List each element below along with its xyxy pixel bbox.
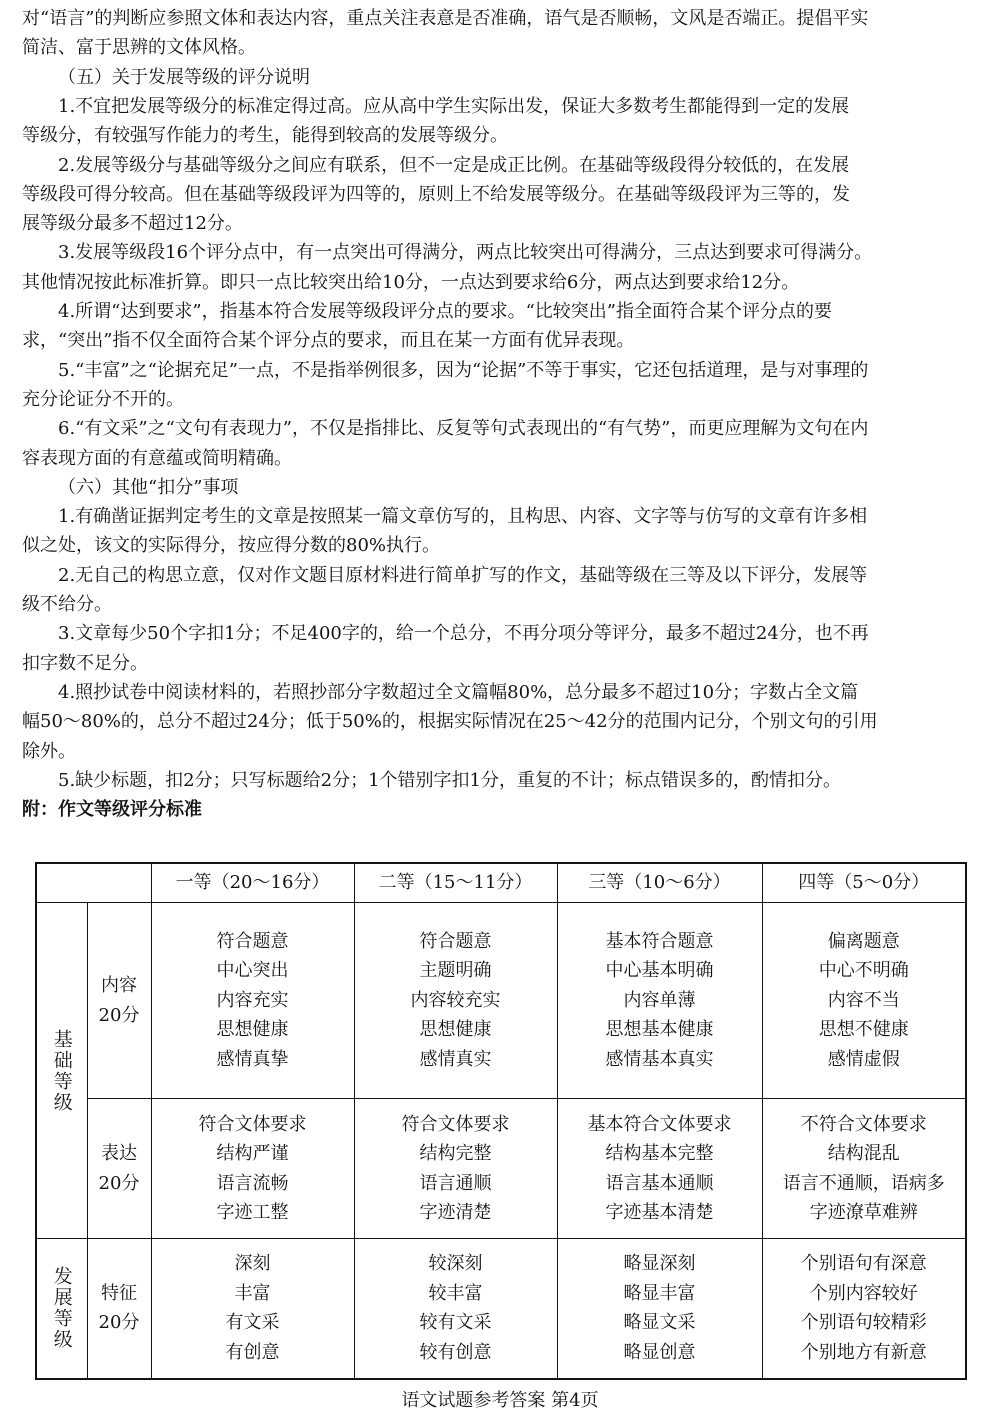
- criterion-text: 丰富: [234, 1282, 271, 1304]
- content-grade-1: [151, 903, 354, 1099]
- text-line: 5.缺少标题，扣2分；只写标题给2分；1个错别字扣1分，重复的不计；标点错误多的，酌情扣分。: [58, 769, 841, 791]
- criterion-text: 字迹清楚: [419, 1202, 492, 1223]
- feature-grade-3: [557, 1239, 762, 1379]
- criterion-text: 基本符合文体要求: [587, 1113, 732, 1135]
- criterion-text: 内容不当: [827, 989, 900, 1011]
- criterion-text: 较有文采: [419, 1312, 492, 1334]
- criterion-text: 字迹工整: [216, 1202, 289, 1223]
- content-grade-4: [762, 903, 966, 1099]
- group-dev-label: 发展等级: [36, 1239, 87, 1379]
- table-header-row: [36, 863, 966, 903]
- criterion-text: 结构混乱: [827, 1143, 900, 1164]
- criterion-text: 不符合文体要求: [800, 1113, 927, 1135]
- row-label-expression: 表达 20分: [87, 1099, 151, 1239]
- text-line: 幅50～80%的，总分不超过24分；低于50%的，根据实际情况在25～42分的范围内记分，个别文句的引用: [22, 711, 878, 733]
- feature-grade-4: [762, 1239, 966, 1379]
- group-basic-label: 基础等级: [36, 903, 87, 1239]
- header-grade-4: 四等（5～0分）: [762, 863, 966, 903]
- criterion-text: 个别内容较好: [809, 1282, 918, 1304]
- criterion-text: 偏离题意: [827, 930, 900, 952]
- text-line: 级不给分。: [22, 594, 112, 615]
- criterion-text: 结构完整: [419, 1143, 492, 1164]
- text-line: 6.“有文采”之“文句有表现力”，不仅是指排比、反复等句式表现出的“有气势”，而更应理解为文句在内: [58, 418, 869, 440]
- criterion-text: 感情真实: [419, 1048, 492, 1070]
- row-label-content: 内容 20分: [87, 903, 151, 1099]
- feature-grade-1: [151, 1239, 354, 1379]
- criterion-text: 思想基本健康: [605, 1019, 714, 1041]
- header-grade-1: 一等（20～16分）: [151, 863, 354, 903]
- text-line: 4.所谓“达到要求”，指基本符合发展等级段评分点的要求。“比较突出”指全面符合某个评分点的要: [58, 301, 832, 322]
- criterion-text: 结构基本完整: [605, 1143, 714, 1164]
- text-line: 容表现方面的有意蕴或简明精确。: [22, 447, 292, 469]
- criterion-text: 较丰富: [428, 1282, 483, 1304]
- appendix-title: 附：作文等级评分标准: [22, 799, 202, 821]
- page-footer: 语文试题参考答案 第4页: [401, 1390, 599, 1411]
- header-grade-2: 二等（15～11分）: [354, 863, 557, 903]
- criterion-text: 中心不明确: [818, 960, 909, 982]
- text-line: 3.文章每少50个字扣1分；不足400字的，给一个总分，不再分项分等评分，最多不超过24分，也不再: [58, 623, 869, 645]
- criterion-text: 思想不健康: [818, 1019, 909, 1041]
- criterion-text: 符合文体要求: [198, 1113, 307, 1135]
- criterion-text: 主题明确: [419, 960, 492, 982]
- criterion-text: 语言不通顺，语病多: [782, 1172, 945, 1194]
- criterion-text: 语言基本通顺: [605, 1172, 714, 1194]
- criterion-text: 符合题意: [216, 930, 289, 952]
- criterion-text: 个别地方有新意: [800, 1341, 927, 1363]
- criterion-text: 内容单薄: [623, 989, 696, 1011]
- text-line: 简洁、富于思辨的文体风格。: [22, 37, 256, 59]
- criterion-text: 思想健康: [419, 1019, 492, 1041]
- text-line: 充分论证分不开的。: [22, 388, 184, 410]
- criterion-text: 中心基本明确: [605, 960, 714, 982]
- criterion-text: 个别语句较精彩: [800, 1312, 927, 1334]
- criterion-text: 内容较充实: [410, 989, 501, 1011]
- text-line: 除外。: [22, 740, 76, 762]
- text-line: 求，“突出”指不仅全面符合某个评分点的要求，而且在某一方面有优异表现。: [22, 330, 635, 352]
- grading-table: [35, 862, 967, 1380]
- expression-grade-4: [762, 1099, 966, 1239]
- table-row-expression: [36, 1099, 966, 1239]
- criterion-text: 个别语句有深意: [800, 1253, 927, 1275]
- criterion-text: 略显创意: [623, 1341, 696, 1363]
- criterion-text: 较有创意: [419, 1341, 492, 1363]
- text-line: 扣字数不足分。: [22, 652, 148, 674]
- criterion-text: 字迹基本清楚: [605, 1202, 714, 1223]
- criterion-text: 略显深刻: [623, 1253, 696, 1275]
- text-line: 1.不宜把发展等级分的标准定得过高。应从高中学生实际出发，保证大多数考生都能得到一定的发展: [58, 95, 850, 117]
- content-grade-3: [557, 903, 762, 1099]
- text-line: 其他情况按此标准折算。即只一点比较突出给10分，一点达到要求给6分，两点达到要求给12分。: [22, 271, 800, 293]
- criterion-text: 深刻: [234, 1253, 271, 1275]
- criterion-text: 有创意: [225, 1341, 280, 1363]
- expression-grade-2: [354, 1099, 557, 1239]
- criterion-text: 感情真挚: [216, 1048, 289, 1070]
- criterion-text: 内容充实: [216, 989, 289, 1011]
- criterion-text: 思想健康: [216, 1019, 289, 1041]
- criterion-text: 语言流畅: [216, 1172, 289, 1194]
- text-line: 等级分，有较强写作能力的考生，能得到较高的发展等级分。: [22, 125, 508, 147]
- text-line: 1.有确凿证据判定考生的文章是按照某一篇文章仿写的，且构思、内容、文字等与仿写的文章有许多相: [58, 506, 868, 528]
- content-grade-2: [354, 903, 557, 1099]
- criterion-text: 符合文体要求: [401, 1113, 510, 1135]
- text-line: 2.发展等级分与基础等级分之间应有联系，但不一定是成正比例。在基础等级段得分较低的，在发展: [58, 154, 850, 176]
- expression-grade-3: [557, 1099, 762, 1239]
- text-line: （六）其他“扣分”事项: [58, 476, 239, 498]
- table-corner-cell: [36, 863, 151, 903]
- criterion-text: 基本符合题意: [605, 930, 714, 952]
- criterion-text: 符合题意: [419, 930, 492, 952]
- criterion-text: 语言通顺: [419, 1172, 492, 1194]
- text-line: 展等级分最多不超过12分。: [22, 213, 243, 235]
- criterion-text: 感情虚假: [827, 1048, 900, 1070]
- text-line: （五）关于发展等级的评分说明: [58, 66, 310, 88]
- criterion-text: 略显文采: [623, 1312, 696, 1334]
- table-row-content: [36, 903, 966, 1099]
- criterion-text: 感情基本真实: [605, 1048, 714, 1070]
- row-label-feature: 特征 20分: [87, 1239, 151, 1379]
- criterion-text: 字迹潦草难辨: [809, 1202, 918, 1223]
- text-line: 3.发展等级段16个评分点中，有一点突出可得满分，两点比较突出可得满分，三点达到要求可得满分。: [58, 242, 873, 264]
- criterion-text: 结构严谨: [216, 1143, 289, 1164]
- text-line: 5.“丰富”之“论据充足”一点，不是指举例很多，因为“论据”不等于事实，它还包括道理，是与对事理的: [58, 359, 869, 381]
- criterion-text: 中心突出: [216, 960, 289, 982]
- text-line: 似之处，该文的实际得分，按应得分数的80%执行。: [22, 535, 441, 557]
- feature-grade-2: [354, 1239, 557, 1379]
- text-line: 等级段可得分较高。但在基础等级段评为四等的，原则上不给发展等级分。在基础等级段评为三等的，发: [22, 183, 850, 205]
- criterion-text: 略显丰富: [623, 1282, 696, 1304]
- expression-grade-1: [151, 1099, 354, 1239]
- text-line: 2.无自己的构思立意，仅对作文题目原材料进行简单扩写的作文，基础等级在三等及以下评分，发展等: [58, 564, 868, 586]
- header-grade-3: 三等（10～6分）: [557, 863, 762, 903]
- criterion-text: 有文采: [225, 1312, 280, 1334]
- text-line: 对“语言”的判断应参照文体和表达内容，重点关注表意是否准确，语气是否顺畅，文风是否端正。提倡平实: [22, 8, 869, 29]
- table-row-feature: [36, 1239, 966, 1379]
- text-line: 4.照抄试卷中阅读材料的，若照抄部分字数超过全文篇幅80%，总分最多不超过10分；字数占全文篇: [58, 681, 859, 703]
- criterion-text: 较深刻: [428, 1253, 483, 1275]
